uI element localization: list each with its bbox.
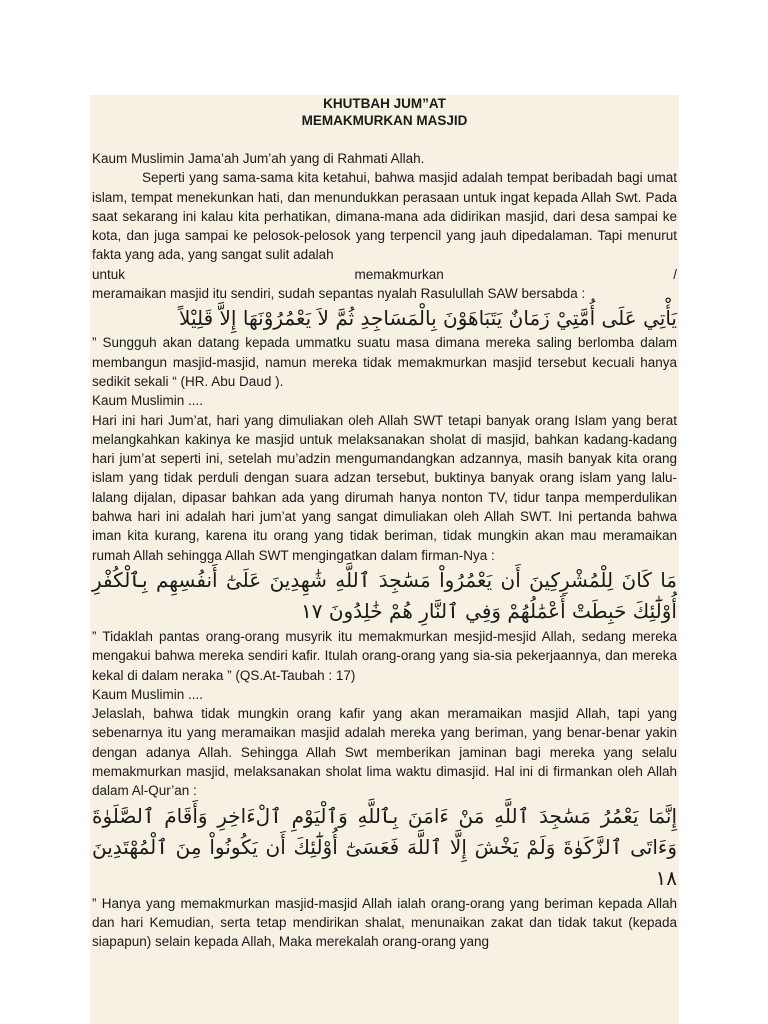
title-spacer	[92, 129, 677, 149]
address-line: Kaum Muslimin ....	[92, 686, 204, 702]
address-line: Kaum Muslimin ....	[92, 393, 204, 409]
spread-word: untuk	[92, 266, 126, 282]
verse-translation: ” Tidaklah pantas orang-orang musyrik itu memakmurkan mesjid-mesjid Allah, sedang mereka mengakui bahwa mereka sendiri kafir. Itulah orang-orang yang sia-sia pekerjaannya, dan mereka kekal di dalam neraka ” (QS.At-Taubah : 17)	[92, 628, 677, 683]
verse-translation: ” Hanya yang memakmurkan masjid-masjid Allah ialah orang-orang yang beriman kepada Allah dan hari Kemudian, serta tetap mendirikan shalat, menunaikan zakat dan tidak takut (kepada siapapun) selain kepada Allah, Maka merekalah orang-orang yang	[92, 895, 677, 950]
document-title-line2: MEMAKMURKAN MASJID	[301, 113, 468, 128]
body-paragraph: Jelaslah, bahwa tidak mungkin orang kafir yang akan meramaikan masjid Allah, tapi yang sebenarnya itu yang meramaikan masjid adalah mereka yang beriman, yang benar-benar yakin dengan adanya Allah. Sehingga Allah Swt memberikan jaminan bagi mereka yang selalu memakmurkan masjid, melaksanakan sholat lima waktu dimasjid. Hal ini di firmankan oleh Allah dalam Al-Qur’an :	[92, 706, 677, 799]
intro-paragraph-end: meramaikan masjid itu sendiri, sudah sepantas nyalah Rasulullah SAW bersabda :	[92, 286, 586, 302]
quran-verse-arabic: مَا كَانَ لِلْمُشْرِكِينَ أَن يَعْمُرُواْ مَسَٰجِدَ ٱللَّهِ شَٰهِدِينَ عَلَىٰٓ أَنفُسِهِم بِٱلْكُفْرِ أُوْلَٰٓئِكَ حَبِطَتْ أَعْمَٰلُهُمْ وَفِي ٱلنَّارِ هُمْ خَٰلِدُونَ ١٧	[92, 567, 677, 623]
hadith-translation: ” Sungguh akan datang kepada ummatku suatu masa dimana mereka saling berlomba dalam membangun masjid-masjid, namun mereka tidak memakmurkan masjid tersebut kecuali hanya sedikit sekali “ (HR. Abu Daud ).	[92, 335, 677, 389]
justified-line	[92, 265, 677, 284]
quran-verse-arabic: إِنَّمَا يَعْمُرُ مَسَٰجِدَ ٱللَّهِ مَنْ ءَامَنَ بِٱللَّهِ وَٱلْيَوْمِ ٱلْءَاخِرِ وَأَقَامَ ٱلصَّلَوٰةَ وَءَاتَى ٱلزَّكَوٰةَ وَلَمْ يَخْشَ إِلَّا ٱللَّهَ فَعَسَىٰٓ أُوْلَٰٓئِكَ أَن يَكُونُواْ مِنَ ٱلْمُهْتَدِينَ ١٨	[92, 803, 677, 890]
document-title-line1: KHUTBAH JUM”AT	[323, 96, 446, 111]
spread-word: memakmurkan	[354, 266, 444, 282]
greeting-paragraph: Kaum Muslimin Jama’ah Jum’ah yang di Rahmati Allah.	[92, 151, 425, 166]
intro-paragraph: Seperti yang sama-sama kita ketahui, bahwa masjid adalah tempat beribadah bagi umat islam, tempat menekunkan hati, dan menundukkan perasaan untuk ingat kepada Allah Swt. Pada saat sekarang ini kalau kita perhatikan, dimana-mana ada didirikan masjid, dari desa sampai ke kota, dan juga sampai ke pelosok-pelosok yang terpencil yang jauh dipedalaman. Tapi menurut fakta yang ada, yang sangat sulit adalah	[92, 170, 677, 263]
document-page	[90, 95, 679, 1024]
spread-word: /	[673, 266, 677, 282]
body-paragraph: Hari ini hari Jum’at, hari yang dimuliakan oleh Allah SWT tetapi banyak orang Islam yang berat melangkahkan kakinya ke masjid untuk melaksanakan sholat di masjid, bahkan kadang-kadang hari jum’at seperti ini, setelah mu’adzin mengumandangkan adzannya, masih banyak kita orang islam yang tidak perduli dengan suara adzan tersebut, buktinya banyak orang islam yang lalu-lalang dijalan, dipasar bahkan ada yang dirumah hanya nonton TV, tidur tanpa memperdulikan bahwa hari ini adalah hari jum’at yang sangat dimuliakan oleh Allah SWT. Ini pertanda bahwa iman kita kurang, karena itu orang yang tidak beriman, tidak mungkin akan mau meramaikan rumah Allah sehingga Allah SWT mengingatkan dalam firman-Nya :	[92, 412, 677, 563]
hadith-arabic: يَأْتِي عَلَى أُمَّتِيْ زَمَانٌ يَتَبَاهَوْنَ بِالْمَسَاجِدِ ثُمَّ لاَ يَعْمُرُوْنَهَا إِلاَّ قَلِيْلاً	[179, 306, 677, 331]
